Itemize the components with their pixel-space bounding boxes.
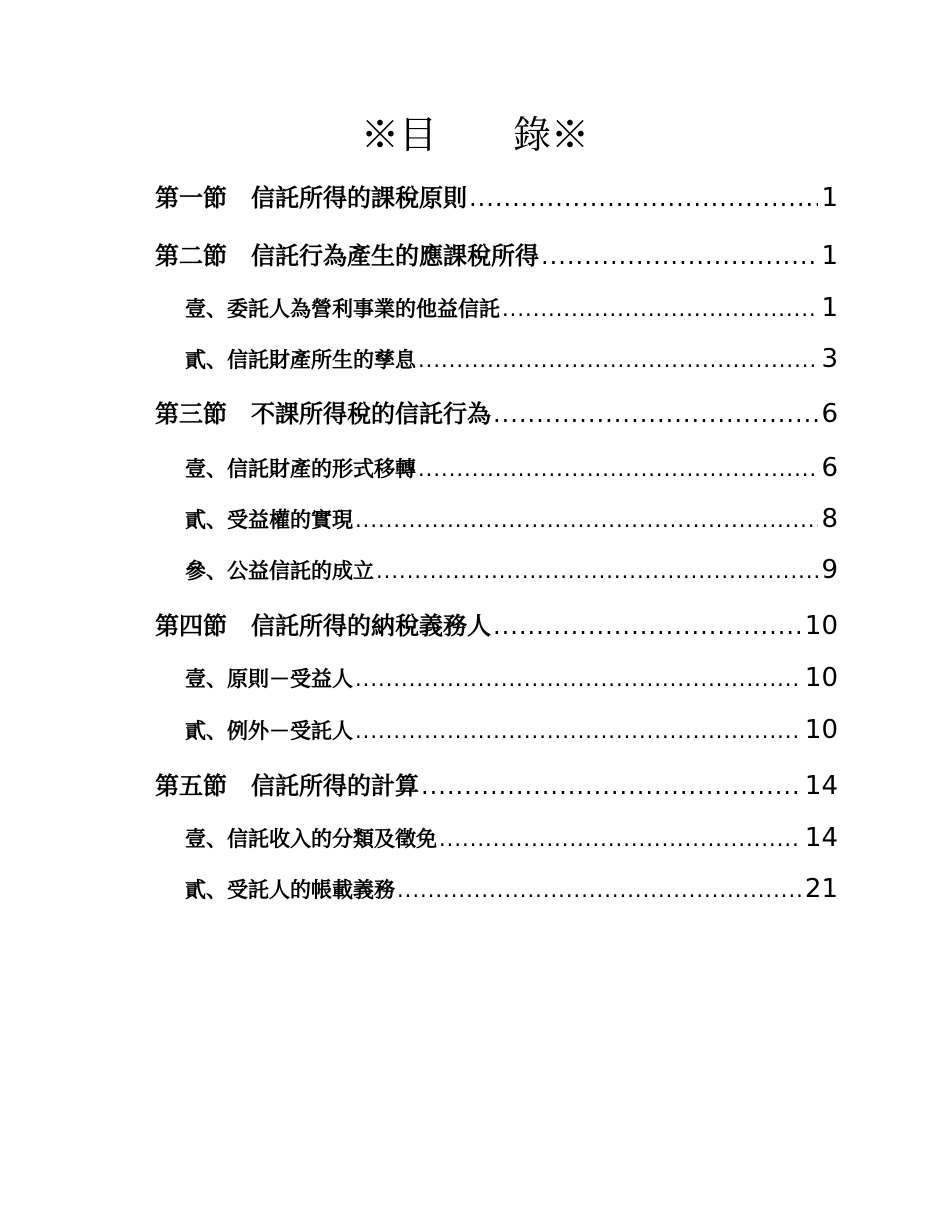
- toc-page-number: 10: [804, 663, 838, 693]
- toc-entry-label: 貳、受託人的帳載義務: [185, 877, 395, 902]
- toc-page-number: 1: [821, 183, 838, 213]
- toc-entry-section-4[interactable]: [155, 608, 838, 644]
- toc-page-number: 14: [804, 771, 838, 801]
- toc-entry-label: 壹、原則－受益人: [185, 666, 353, 691]
- toc-title: ※目 錄※: [360, 113, 589, 157]
- toc-entry-subsection-2-2[interactable]: [185, 341, 838, 377]
- toc-page-number: 10: [804, 715, 838, 745]
- toc-dot-leader: [493, 608, 802, 644]
- toc-page-number: 3: [821, 344, 838, 374]
- toc-entry-subsection-3-3[interactable]: [185, 552, 838, 588]
- toc-dot-leader: [469, 180, 818, 216]
- toc-page-number: 8: [821, 504, 838, 534]
- toc-dot-leader: [355, 502, 818, 538]
- toc-entry-subsection-5-1[interactable]: [185, 820, 838, 856]
- toc-page-number: 1: [821, 293, 838, 323]
- toc-dot-leader: [355, 713, 802, 749]
- toc-entry-label: 第四節 信託所得的納稅義務人: [155, 611, 491, 640]
- toc-entry-subsection-4-2[interactable]: [185, 712, 838, 748]
- toc-entry-section-5[interactable]: [155, 768, 838, 804]
- toc-entry-label: 壹、信託收入的分類及徵免: [185, 826, 437, 851]
- toc-entry-label: 第一節 信託所得的課稅原則: [155, 183, 467, 212]
- toc-entry-label: 壹、信託財產的形式移轉: [185, 456, 416, 481]
- toc-entry-label: 壹、委託人為營利事業的他益信託: [185, 296, 500, 321]
- toc-dot-leader: [541, 238, 818, 274]
- toc-entry-subsection-3-2[interactable]: [185, 501, 838, 537]
- toc-entry-section-3[interactable]: [155, 396, 838, 432]
- toc-entry-subsection-2-1[interactable]: [185, 290, 838, 326]
- toc-page-number: 9: [821, 555, 838, 585]
- toc-dot-leader: [418, 342, 818, 378]
- toc-entry-label: 第二節 信託行為產生的應課稅所得: [155, 241, 539, 270]
- toc-dot-leader: [421, 768, 802, 804]
- toc-page-number: 6: [821, 399, 838, 429]
- toc-dot-leader: [502, 291, 818, 327]
- toc-dot-leader: [439, 821, 802, 857]
- toc-entry-subsection-4-1[interactable]: [185, 660, 838, 696]
- toc-page-number: 6: [821, 453, 838, 483]
- toc-entry-label: 貳、例外－受託人: [185, 718, 353, 743]
- toc-entry-subsection-3-1[interactable]: [185, 450, 838, 486]
- toc-entry-label: 貳、受益權的實現: [185, 507, 353, 532]
- toc-entry-subsection-5-2[interactable]: [185, 871, 838, 907]
- toc-entry-label: 參、公益信託的成立: [185, 558, 374, 583]
- toc-dot-leader: [418, 451, 818, 487]
- toc-dot-leader: [376, 553, 818, 589]
- toc-dot-leader: [355, 661, 802, 697]
- toc-entry-label: 貳、信託財產所生的孳息: [185, 347, 416, 372]
- toc-page-number: 21: [804, 874, 838, 904]
- toc-entry-section-1[interactable]: [155, 180, 838, 216]
- toc-entry-label: 第五節 信託所得的計算: [155, 771, 419, 800]
- toc-entry-label: 第三節 不課所得稅的信託行為: [155, 399, 491, 428]
- toc-page-number: 10: [804, 611, 838, 641]
- toc-dot-leader: [493, 396, 818, 432]
- toc-entry-section-2[interactable]: [155, 238, 838, 274]
- toc-dot-leader: [397, 872, 802, 908]
- toc-page-number: 1: [821, 241, 838, 271]
- toc-page-number: 14: [804, 823, 838, 853]
